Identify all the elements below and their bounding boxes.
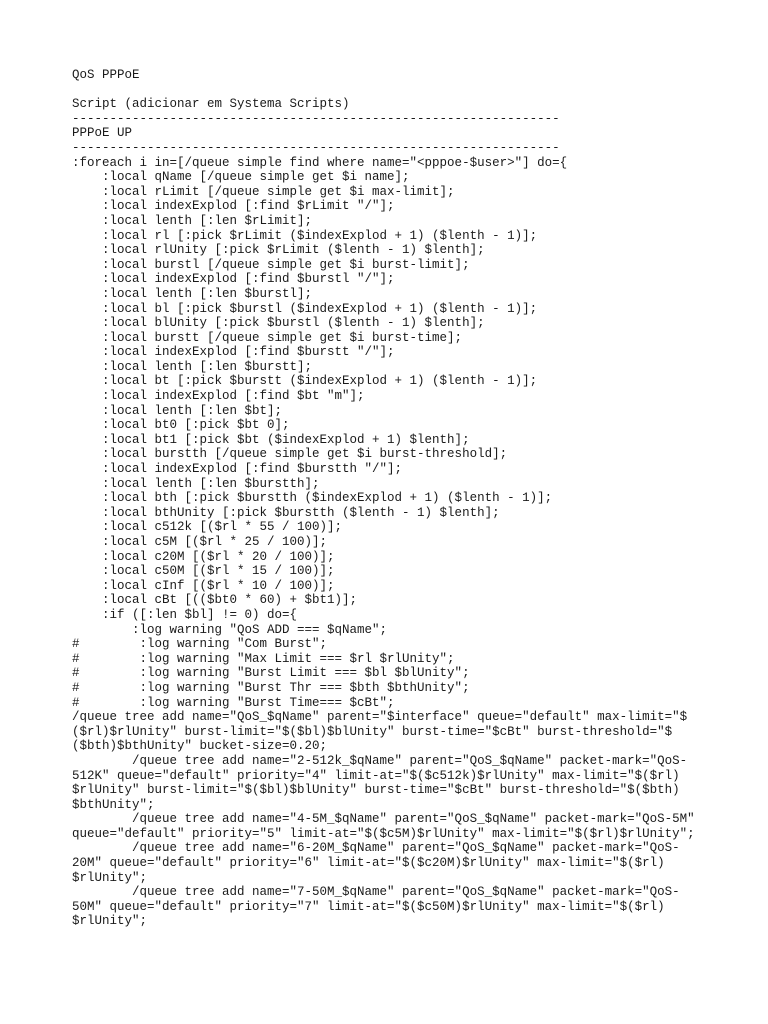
code-line: :local bl [:pick $burstl ($indexExplod + 1) ($lenth - 1)]; bbox=[72, 301, 538, 316]
code-line: /queue tree add name="7-50M_$qName" parent="QoS_$qName" packet-mark="QoS- bbox=[72, 885, 680, 900]
comment-line: # :log warning "Burst Limit === $bl $blUnity"; bbox=[72, 666, 470, 681]
code-line: :local burstt [/queue simple get $i burst-time]; bbox=[72, 330, 463, 345]
code-line: $rlUnity"; bbox=[72, 914, 148, 929]
code-line: :local bt1 [:pick $bt ($indexExplod + 1) $lenth]; bbox=[72, 432, 470, 447]
code-line: :local lenth [:len $burstl]; bbox=[72, 286, 313, 301]
code-line: :local lenth [:len $rLimit]; bbox=[72, 213, 313, 228]
code-line: :local rLimit [/queue simple get $i max-limit]; bbox=[72, 184, 455, 199]
code-line: :foreach i in=[/queue simple find where name="<pppoe-$user>"] do={ bbox=[72, 155, 568, 170]
code-line: :local bth [:pick $burstth ($indexExplod + 1) ($lenth - 1)]; bbox=[72, 491, 553, 506]
comment-line: # :log warning "Burst Thr === $bth $bthUnity"; bbox=[72, 680, 470, 695]
code-line: :local bthUnity [:pick $burstth ($lenth - 1) $lenth]; bbox=[72, 505, 500, 520]
code-line: $bthUnity"; bbox=[72, 797, 155, 812]
code-line: :local indexExplod [:find $burstl "/"]; bbox=[72, 272, 395, 287]
code-line: ($rl)$rlUnity" burst-limit="$($bl)$blUnity" burst-time="$cBt" burst-threshold="$ bbox=[72, 724, 673, 739]
code-line: /queue tree add name="6-20M_$qName" parent="QoS_$qName" packet-mark="QoS- bbox=[72, 841, 680, 856]
code-line: /queue tree add name="4-5M_$qName" parent="QoS_$qName" packet-mark="QoS-5M" bbox=[72, 812, 695, 827]
code-line: :local c5M [($rl * 25 / 100)]; bbox=[72, 535, 328, 549]
code-line: :local c512k [($rl * 55 / 100)]; bbox=[72, 520, 343, 535]
code-line: :local indexExplod [:find $burstt "/"]; bbox=[72, 345, 395, 360]
code-line: :local c50M [($rl * 15 / 100)]; bbox=[72, 564, 335, 579]
document-title: QoS PPPoE bbox=[72, 68, 140, 82]
subsection-heading: PPPoE UP bbox=[72, 126, 133, 141]
divider-line: ----------------------------------------------------------------- bbox=[72, 140, 560, 155]
code-line: :local lenth [:len $bt]; bbox=[72, 403, 283, 418]
code-line: 20M" queue="default" priority="6" limit-at="$($c20M)$rlUnity" max-limit="$($rl) bbox=[72, 856, 665, 871]
code-line: :local burstth [/queue simple get $i burst-threshold]; bbox=[72, 447, 508, 462]
document-page bbox=[72, 68, 702, 929]
code-line: /queue tree add name="QoS_$qName" parent="$interface" queue="default" max-limit="$ bbox=[72, 710, 688, 725]
divider-line: ----------------------------------------------------------------- bbox=[72, 111, 560, 126]
code-line: :local indexExplod [:find $rLimit "/"]; bbox=[72, 199, 395, 214]
code-line: :local indexExplod [:find $bt "m"]; bbox=[72, 389, 365, 404]
code-line: queue="default" priority="5" limit-at="$($c5M)$rlUnity" max-limit="$($rl)$rlUnity"; bbox=[72, 826, 695, 841]
code-line: 512K" queue="default" priority="4" limit-at="$($c512k)$rlUnity" max-limit="$($rl) bbox=[72, 768, 680, 783]
code-line: /queue tree add name="2-512k_$qName" parent="QoS_$qName" packet-mark="QoS- bbox=[72, 753, 688, 768]
code-line: :if ([:len $bl] != 0) do={ bbox=[72, 607, 298, 622]
code-line: :local bt [:pick $burstt ($indexExplod + 1) ($lenth - 1)]; bbox=[72, 374, 538, 389]
code-line: :local blUnity [:pick $burstl ($lenth - 1) $lenth]; bbox=[72, 316, 485, 331]
code-line: $rlUnity" burst-limit="$($bl)$blUnity" burst-time="$cBt" burst-threshold="$($bth) bbox=[72, 783, 680, 798]
blank-line bbox=[72, 83, 702, 98]
code-line: :local cInf [($rl * 10 / 100)]; bbox=[72, 578, 335, 593]
code-line: ($bth)$bthUnity" bucket-size=0.20; bbox=[72, 739, 328, 754]
code-line: $rlUnity"; bbox=[72, 870, 148, 885]
code-line: :local qName [/queue simple get $i name]; bbox=[72, 170, 410, 185]
code-line: :local lenth [:len $burstth]; bbox=[72, 476, 320, 491]
code-line: :local rlUnity [:pick $rLimit ($lenth - 1) $lenth]; bbox=[72, 243, 485, 258]
code-line: :local burstl [/queue simple get $i burst-limit]; bbox=[72, 257, 470, 272]
code-line: :local bt0 [:pick $bt 0]; bbox=[72, 418, 290, 433]
code-line: :local indexExplod [:find $burstth "/"]; bbox=[72, 462, 403, 477]
section-heading: Script (adicionar em Systema Scripts) bbox=[72, 97, 350, 112]
code-line: :local c20M [($rl * 20 / 100)]; bbox=[72, 549, 335, 564]
comment-line: # :log warning "Max Limit === $rl $rlUnity"; bbox=[72, 651, 455, 666]
comment-line: # :log warning "Burst Time=== $cBt"; bbox=[72, 695, 395, 710]
code-line: 50M" queue="default" priority="7" limit-at="$($c50M)$rlUnity" max-limit="$($rl) bbox=[72, 899, 665, 914]
code-line: :local rl [:pick $rLimit ($indexExplod + 1) ($lenth - 1)]; bbox=[72, 228, 538, 243]
code-line: :log warning "QoS ADD === $qName"; bbox=[72, 622, 388, 637]
code-line: :local cBt [(($bt0 * 60) + $bt1)]; bbox=[72, 593, 358, 608]
code-line: :local lenth [:len $burstt]; bbox=[72, 359, 313, 374]
comment-line: # :log warning "Com Burst"; bbox=[72, 637, 328, 652]
